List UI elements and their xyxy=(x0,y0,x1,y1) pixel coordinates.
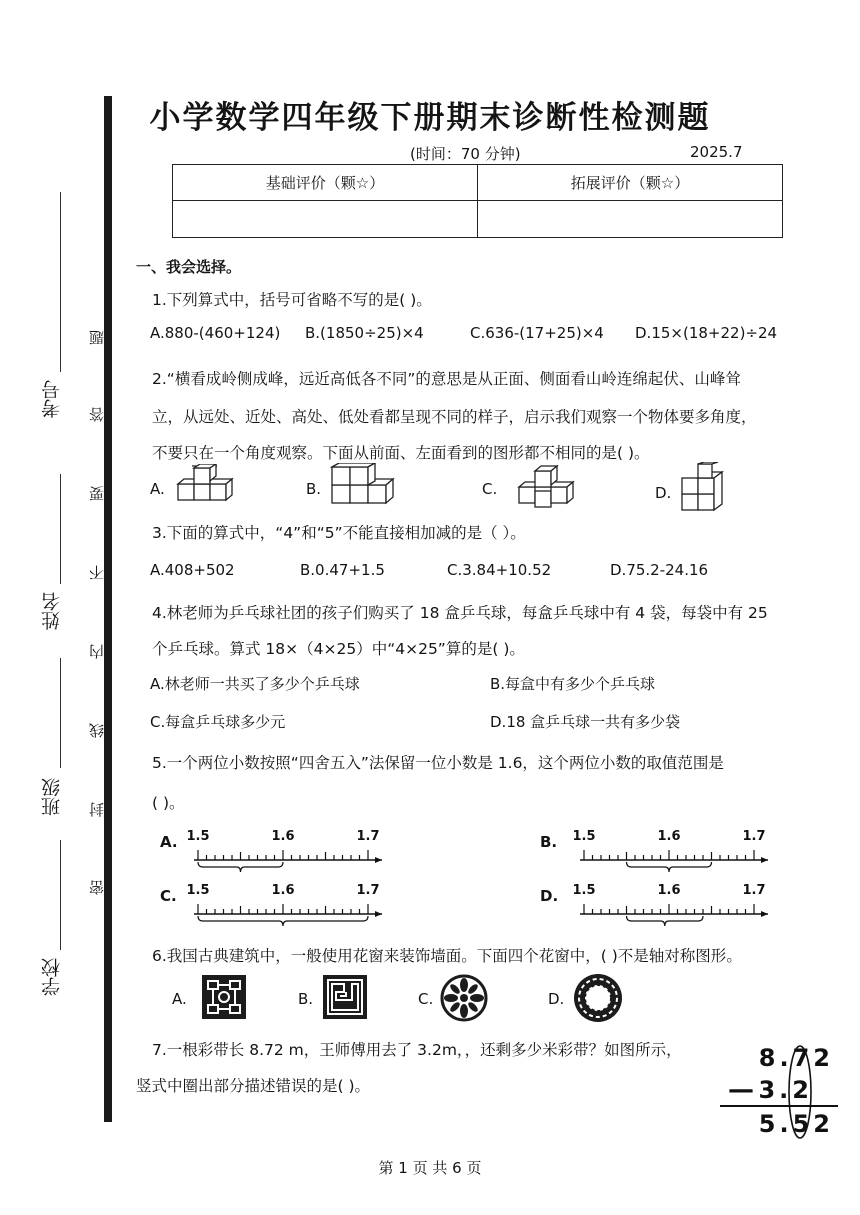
seal-word: 题 xyxy=(88,330,106,345)
q3-option-d[interactable]: D.75.2-24.16 xyxy=(610,561,709,579)
q4-option-b[interactable]: B.每盒中有多少个乒乓球 xyxy=(490,675,656,693)
q1-option-d[interactable]: D.15×(18+22)÷24 xyxy=(635,324,778,342)
axis-arrow xyxy=(375,857,382,863)
axis-arrow xyxy=(375,911,382,917)
vertical-result: 5.52 xyxy=(758,1110,834,1138)
cube-figure-c xyxy=(515,465,577,511)
page-footer: 第 1 页 共 6 页 xyxy=(378,1159,482,1177)
lattice-window-b xyxy=(322,974,368,1020)
seal-word: 线 xyxy=(88,723,106,738)
q4-option-a[interactable]: A.林老师一共买了多少个乒乓球 xyxy=(150,675,360,693)
number-line-b xyxy=(566,828,776,872)
lattice-window-a xyxy=(201,974,247,1020)
exam-no-line xyxy=(60,192,61,372)
axis-arrow xyxy=(761,857,768,863)
range-brace xyxy=(198,862,283,872)
tick-label: 1.7 xyxy=(356,883,380,898)
lattice-window-c xyxy=(440,974,488,1022)
q3-option-a[interactable]: A.408+502 xyxy=(150,561,235,579)
school-line xyxy=(60,840,61,950)
seal-word: 密 xyxy=(88,880,106,895)
seal-word: 不 xyxy=(88,565,106,580)
exam-time: (时间：70 分钟) xyxy=(410,145,521,163)
q5-line-1: 5.一个两位小数按照“四舍五入”法保留一位小数是 1.6，这个两位小数的取值范围是 xyxy=(152,754,724,772)
name-line xyxy=(60,474,61,584)
tick-label: 1.5 xyxy=(186,829,210,844)
seal-word: 封 xyxy=(88,802,106,817)
cube-figure-b xyxy=(330,463,396,507)
tick-label: 1.5 xyxy=(572,883,596,898)
lattice-window-d xyxy=(572,972,624,1024)
tick-label: 1.5 xyxy=(572,829,596,844)
cube-figure-d xyxy=(680,462,730,514)
q2-option-d[interactable]: D. xyxy=(655,484,672,502)
binding-bar xyxy=(104,96,112,1122)
q6-option-c[interactable]: C. xyxy=(418,990,434,1008)
tick-label: 1.7 xyxy=(742,829,766,844)
q1-option-c[interactable]: C.636-(17+25)×4 xyxy=(470,324,604,342)
extended-eval-header: 拓展评价（颗☆） xyxy=(478,165,783,201)
exam-no-label: 考号 xyxy=(41,380,63,418)
q6-option-a[interactable]: A. xyxy=(172,990,187,1008)
cube-figure-a xyxy=(176,464,234,506)
range-brace xyxy=(198,916,368,926)
q1-option-b[interactable]: B.(1850÷25)×4 xyxy=(305,324,424,342)
tick-label: 1.5 xyxy=(186,883,210,898)
q4-line-1: 4.林老师为乒乓球社团的孩子们购买了 18 盒乒乓球，每盒乒乓球中有 4 袋，每袋中有 25 xyxy=(152,604,768,622)
number-line-d xyxy=(566,882,776,926)
tick-label: 1.6 xyxy=(657,829,681,844)
q1-option-a[interactable]: A.880-(460+124) xyxy=(150,324,281,342)
range-brace xyxy=(627,862,712,872)
q5-line-2: ( )。 xyxy=(152,794,185,812)
number-line-c xyxy=(180,882,390,926)
range-brace xyxy=(627,916,704,926)
seal-word: 内 xyxy=(88,644,106,659)
q5-option-b[interactable]: B. xyxy=(540,833,558,851)
q2-option-a[interactable]: A. xyxy=(150,480,165,498)
q5-option-a[interactable]: A. xyxy=(160,833,178,851)
q3-option-c[interactable]: C.3.84+10.52 xyxy=(447,561,552,579)
q6-stem: 6.我国古典建筑中，一般使用花窗来装饰墙面。下面四个花窗中，( )不是轴对称图形。 xyxy=(152,947,742,965)
school-label: 学校 xyxy=(41,958,63,996)
q7-line-2: 竖式中圈出部分描述错误的是( )。 xyxy=(136,1077,371,1095)
q2-line-1: 2.“横看成岭侧成峰，远近高低各不同”的意思是从正面、侧面看山岭连绵起伏、山峰耸 xyxy=(152,370,741,388)
exam-date: 2025.7 xyxy=(690,143,743,161)
q3-option-b[interactable]: B.0.47+1.5 xyxy=(300,561,385,579)
evaluation-table xyxy=(172,164,783,238)
q2-option-c[interactable]: C. xyxy=(482,480,498,498)
q1-stem: 1.下列算式中，括号可省略不写的是( )。 xyxy=(152,291,432,309)
tick-label: 1.7 xyxy=(742,883,766,898)
q3-stem: 3.下面的算式中，“4”和“5”不能直接相加减的是（ ）。 xyxy=(152,524,526,542)
name-label: 姓名 xyxy=(41,592,63,630)
extended-eval-cell[interactable] xyxy=(478,201,783,238)
q4-option-d[interactable]: D.18 盒乒乓球一共有多少袋 xyxy=(490,713,681,731)
q2-line-2: 立，从远处、近处、高处、低处看都呈现不同的样子，启示我们观察一个物体要多角度， xyxy=(152,408,757,426)
seal-word: 答 xyxy=(88,407,106,422)
class-label: 班级 xyxy=(41,778,63,816)
vertical-subtraction xyxy=(718,1040,838,1140)
q5-option-d[interactable]: D. xyxy=(540,887,559,905)
minus-sign: — xyxy=(728,1075,754,1105)
q6-option-b[interactable]: B. xyxy=(298,990,314,1008)
section-title: 一、我会选择。 xyxy=(136,258,242,276)
q7-line-1: 7.一根彩带长 8.72 m，王师傅用去了 3.2m，，还剩多少米彩带？如图所示， xyxy=(152,1041,682,1059)
basic-eval-header: 基础评价（颗☆） xyxy=(173,165,478,201)
tick-label: 1.7 xyxy=(356,829,380,844)
number-line-a xyxy=(180,828,390,872)
q6-option-d[interactable]: D. xyxy=(548,990,565,1008)
tick-label: 1.6 xyxy=(657,883,681,898)
tick-label: 1.6 xyxy=(271,883,295,898)
page-title: 小学数学四年级下册期末诊断性检测题 xyxy=(149,100,711,136)
q5-option-c[interactable]: C. xyxy=(160,887,177,905)
basic-eval-cell[interactable] xyxy=(173,201,478,238)
tick-label: 1.6 xyxy=(271,829,295,844)
axis-arrow xyxy=(761,911,768,917)
vertical-top: 8.72 xyxy=(758,1044,834,1072)
vertical-minus: 3.2 xyxy=(758,1076,813,1104)
q2-option-b[interactable]: B. xyxy=(306,480,322,498)
q4-line-2: 个乒乓球。算式 18×（4×25）中“4×25”算的是( )。 xyxy=(152,640,525,658)
q2-line-3: 不要只在一个角度观察。下面从前面、左面看到的图形都不相同的是( )。 xyxy=(152,444,650,462)
q4-option-c[interactable]: C.每盒乒乓球多少元 xyxy=(150,713,286,731)
seal-word: 要 xyxy=(88,486,106,501)
class-line xyxy=(60,658,61,768)
